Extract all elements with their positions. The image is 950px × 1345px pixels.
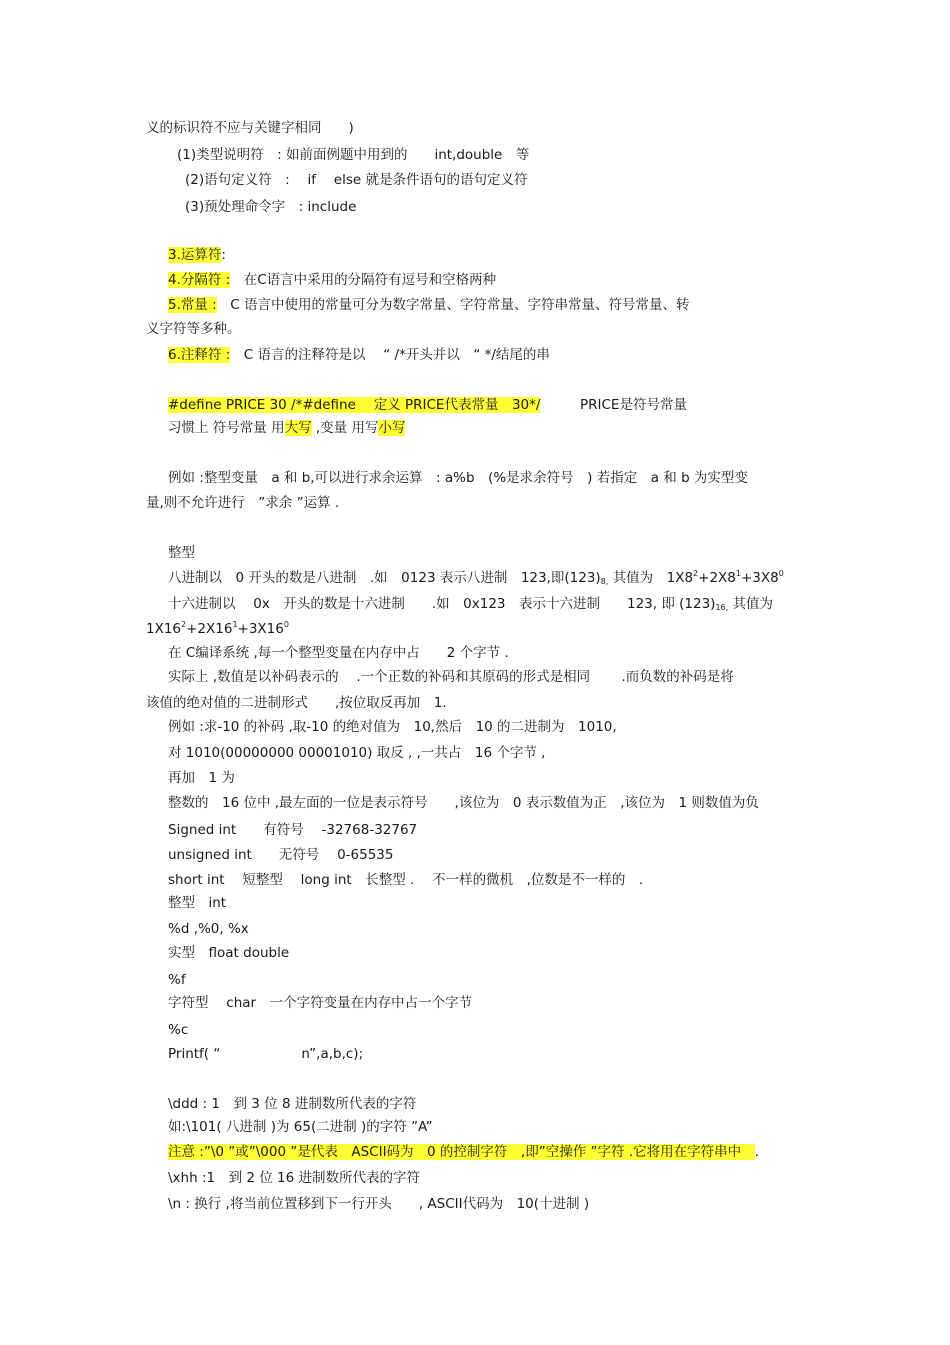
text-span: 在C语言中采用的分隔符有逗号和空格两种 xyxy=(230,272,497,288)
text-line: (1)类型说明符 : 如前面例题中用到的 int,double 等 xyxy=(177,147,530,163)
text-line: \ddd : 1 到 3 位 8 进制数所代表的字符 xyxy=(168,1096,417,1112)
heading-constants xyxy=(168,296,689,314)
text-line: Printf( “ n”,a,b,c); xyxy=(168,1046,364,1062)
hex-line xyxy=(168,595,773,613)
text-line: 整型 xyxy=(168,545,195,561)
text-line: 字符型 char 一个字符变量在内存中占一个字节 xyxy=(168,995,473,1011)
text-span: +2X16 xyxy=(186,621,233,637)
heading-operators xyxy=(168,246,226,264)
text-line: 整数的 16 位中 ,最左面的一位是表示符号 ,该位为 0 表示数值为正 ,该位为 1 则数值为负 xyxy=(168,795,759,811)
define-line xyxy=(168,396,540,414)
note-line xyxy=(168,1143,759,1161)
text-line: 如:\101( 八进制 )为 65(二进制 )的字符 ”A” xyxy=(168,1119,433,1135)
subscript: 8, xyxy=(600,577,609,586)
text-span: +2X8 xyxy=(698,570,736,586)
text-line: %f xyxy=(168,972,186,988)
highlight: 3.运算符 xyxy=(168,247,222,263)
highlight: 4.分隔符 : xyxy=(168,272,231,288)
text-line: 实际上 ,数值是以补码表示的 .一个正数的补码和其原码的形式是相同 .而负数的补码是将 xyxy=(168,669,734,685)
highlight: 注意 :”\0 ”或”\000 ”是代表 ASCII码为 0 的控制字符 ,即”空操作 ”字符 .它将用在字符串中 xyxy=(168,1144,755,1160)
text-line: short int 短整型 long int 长整型 . 不一样的微机 ,位数是不一样的 . xyxy=(168,872,644,888)
highlight: #define PRICE 30 /*#define 定义 PRICE代表常量 30*/ xyxy=(168,397,541,413)
text-line: 再加 1 为 xyxy=(168,770,235,786)
text-line: 例如 :求-10 的补码 ,取-10 的绝对值为 10,然后 10 的二进制为 1010, xyxy=(168,719,617,735)
text-line: 整型 int xyxy=(168,895,227,911)
text-line: 义字符等多种。 xyxy=(146,321,241,337)
text-line: (3)预处理命令字 : include xyxy=(185,199,357,215)
text-span: 1X16 xyxy=(146,621,182,637)
highlight: 6.注释符 : xyxy=(168,347,231,363)
convention-line xyxy=(168,419,405,437)
subscript: 16, xyxy=(715,603,729,612)
hex-value-line xyxy=(146,620,289,638)
text-line: 该值的绝对值的二进制形式 ,按位取反再加 1. xyxy=(146,695,447,711)
text-line: \n : 换行 ,将当前位置移到下一行开头 , ASCII代码为 10(十进制 ) xyxy=(168,1196,590,1212)
text-line: (2)语句定义符 : if else 就是条件语句的语句定义符 xyxy=(185,172,528,188)
text-line: 义的标识符不应与关键字相同 ) xyxy=(146,120,354,136)
text-line: %c xyxy=(168,1022,189,1038)
text-span: . xyxy=(754,1144,759,1160)
superscript: 0 xyxy=(778,569,784,578)
text-span: 八进制以 0 开头的数是八进制 .如 0123 表示八进制 123,即(123) xyxy=(168,570,601,586)
text-span: C 语言中使用的常量可分为数字常量、字符常量、字符串常量、符号常量、转 xyxy=(216,297,690,313)
superscript: 2 xyxy=(693,569,699,578)
text-line: 例如 :整型变量 a 和 b,可以进行求余运算 : a%b (%是求余符号 ) 若指定 a 和 b 为实型变 xyxy=(168,470,748,486)
highlight: 大写 xyxy=(284,420,312,436)
text-line: PRICE是符号常量 xyxy=(580,397,687,413)
heading-comments xyxy=(168,346,550,364)
text-line: %d ,%0, %x xyxy=(168,921,249,937)
text-line: 量,则不允许进行 ”求余 ”运算 . xyxy=(146,495,340,511)
octal-line xyxy=(168,569,784,587)
text-line: unsigned int 无符号 0-65535 xyxy=(168,847,394,863)
text-line: 实型 float double xyxy=(168,945,290,961)
text-line: 对 1010(00000000 00001010) 取反 , ,一共占 16 个字节 , xyxy=(168,745,546,761)
text-line: 在 C编译系统 ,每一个整型变量在内存中占 2 个字节 . xyxy=(168,645,509,661)
text-span: C 语言的注释符是以 “ /*开头并以 “ */结尾的串 xyxy=(230,347,550,363)
superscript: 1 xyxy=(232,620,238,629)
text-span: : xyxy=(221,247,226,263)
text-line: \xhh :1 到 2 位 16 进制数所代表的字符 xyxy=(168,1170,421,1186)
highlight: 5.常量 : xyxy=(168,297,217,313)
text-span: 其值为 xyxy=(728,596,773,612)
text-span: +3X16 xyxy=(237,621,284,637)
text-span: ,变量 用写 xyxy=(311,420,379,436)
highlight: 小写 xyxy=(378,420,406,436)
heading-separators xyxy=(168,271,496,289)
text-line: Signed int 有符号 -32768-32767 xyxy=(168,822,418,838)
text-span: 十六进制以 0x 开头的数是十六进制 .如 0x123 表示十六进制 123, 即 (123) xyxy=(168,596,716,612)
superscript: 1 xyxy=(735,569,741,578)
text-span: 其值为 1X8 xyxy=(608,570,694,586)
text-span: 习惯上 符号常量 用 xyxy=(168,420,285,436)
text-span: +3X8 xyxy=(740,570,779,586)
superscript: 0 xyxy=(283,620,289,629)
superscript: 2 xyxy=(181,620,187,629)
